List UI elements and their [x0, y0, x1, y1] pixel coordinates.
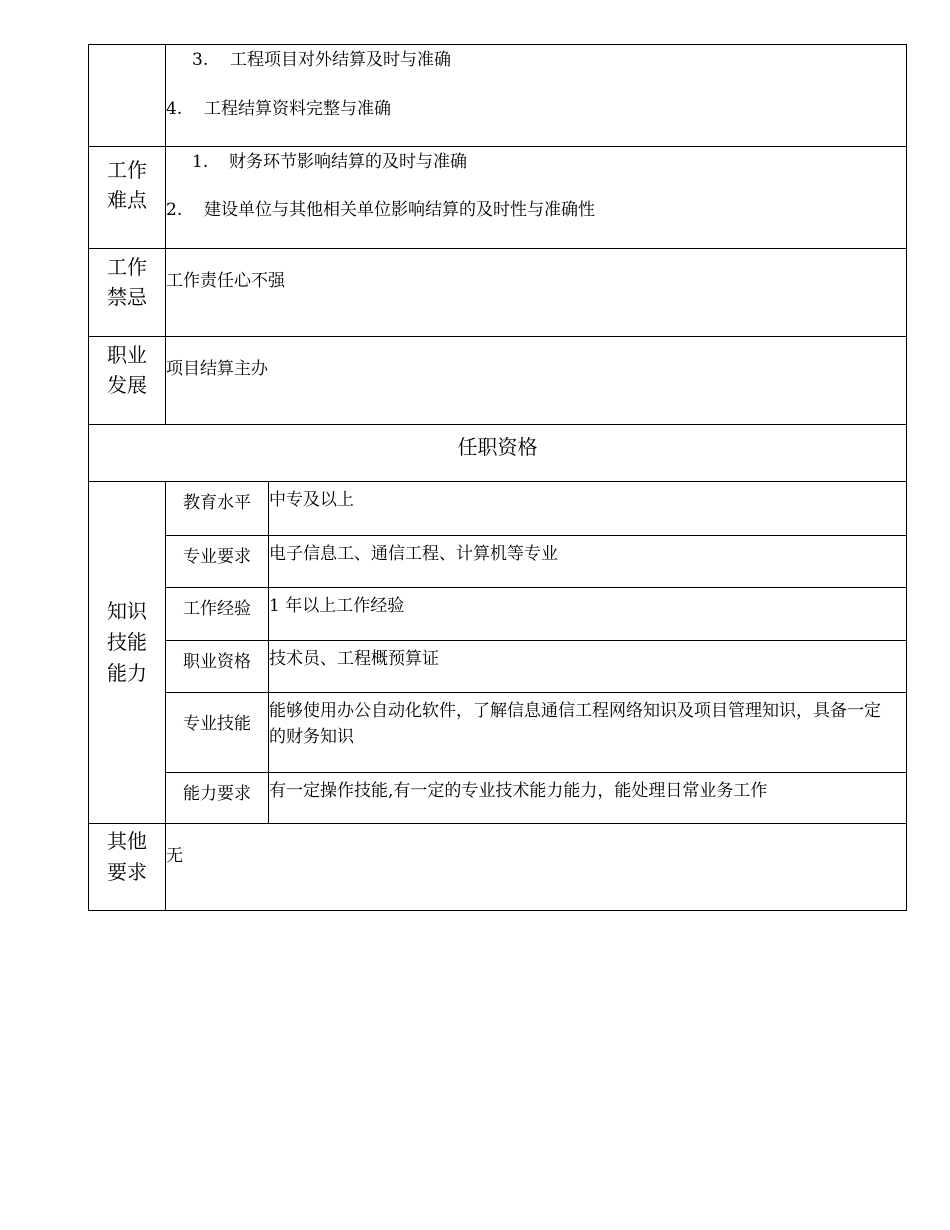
- job-description-table: [88, 44, 907, 911]
- other-content: 无: [166, 846, 183, 866]
- difficulties-content: [166, 147, 906, 248]
- other-label: 其他 要求: [89, 824, 166, 910]
- key-results-content: [166, 45, 906, 146]
- certification-value: 技术员、工程概预算证: [269, 649, 439, 669]
- other-requirements-row: [89, 823, 906, 910]
- ability-value: 有一定操作技能,有一定的专业技术能力能力，能处理日常业务工作: [269, 781, 768, 801]
- experience-value: 1 年以上工作经验: [269, 596, 405, 616]
- experience-row: [166, 587, 906, 640]
- skills-value: 能够使用办公自动化软件，了解信息通信工程网络知识及项目管理知识，具备一定的财务知识: [269, 701, 881, 747]
- qualifications-header-row: [89, 424, 906, 481]
- certification-row: [166, 640, 906, 692]
- ability-row: [166, 772, 906, 824]
- major-row: [166, 535, 906, 587]
- section-title: 任职资格: [457, 435, 538, 459]
- career-row: [89, 336, 906, 424]
- list-item: 4. 工程结算资料完整与准确: [166, 99, 391, 119]
- taboos-label: 工作 禁忌: [89, 249, 166, 336]
- ability-label: 能力要求: [166, 773, 269, 824]
- education-label: 教育水平: [166, 482, 269, 535]
- major-label: 专业要求: [166, 536, 269, 587]
- skills-label: 专业技能: [166, 693, 269, 772]
- list-item: 3. 工程项目对外结算及时与准确: [192, 50, 451, 70]
- career-content: 项目结算主办: [166, 359, 268, 379]
- education-row: [166, 482, 906, 535]
- list-item: 1. 财务环节影响结算的及时与准确: [192, 152, 467, 172]
- skills-row: [166, 692, 906, 772]
- education-value: 中专及以上: [269, 490, 354, 510]
- difficulties-row: [89, 146, 906, 248]
- experience-label: 工作经验: [166, 588, 269, 640]
- key-results-label-cell: [89, 45, 166, 146]
- taboos-content: 工作责任心不强: [166, 271, 285, 291]
- certification-label: 职业资格: [166, 641, 269, 692]
- major-value: 电子信息工、通信工程、计算机等专业: [269, 544, 558, 564]
- knowledge-label: 知识 技能 能力: [89, 482, 166, 823]
- career-label: 职业 发展: [89, 337, 166, 424]
- knowledge-row: [89, 481, 906, 823]
- taboos-row: [89, 248, 906, 336]
- list-item: 2. 建设单位与其他相关单位影响结算的及时性与准确性: [166, 200, 595, 220]
- key-results-row: [89, 45, 906, 146]
- difficulties-label: 工作 难点: [89, 147, 166, 248]
